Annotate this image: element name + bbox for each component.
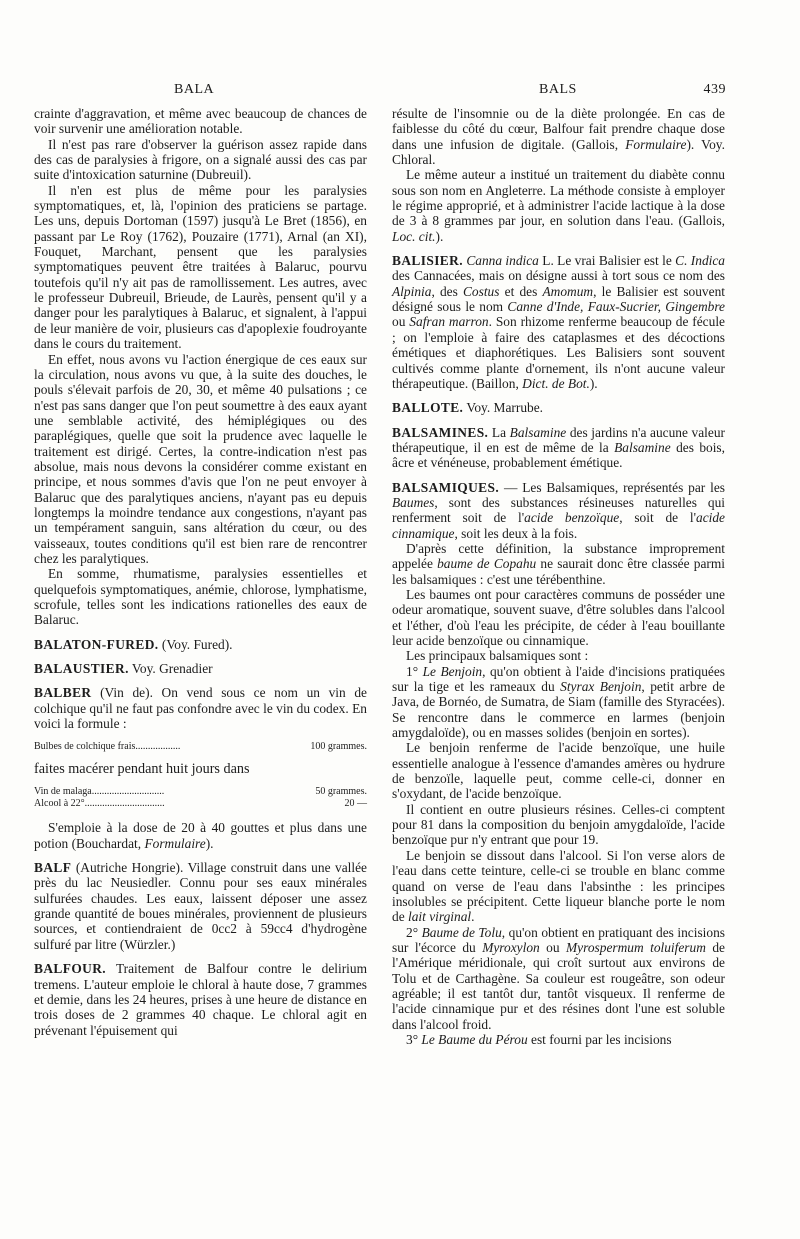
leader-dots: .................. <box>135 741 181 753</box>
paragraph <box>392 167 725 244</box>
latin-name: Styrax Benjoin <box>560 679 642 695</box>
paragraph <box>392 848 725 925</box>
latin-name: Canna indica <box>466 253 539 269</box>
formula-ingredient <box>34 798 165 810</box>
paragraph: Les baumes ont pour caractères communs de posséder une odeur aromatique, souvent suave, d'être solubles dans l'alcool et l'éther, d'où l'eau les précipite, de céder à l'eau bouillante leur acide benzoïque ou cinnamique. <box>392 586 725 648</box>
text-run: ou <box>539 939 567 955</box>
term: baume de Copahu <box>437 556 537 572</box>
text-run: , petit arbre de Java, de Bornéo, de Sumatra, de Siam (famille des Styracées). Se rencontre dans le commerce en larmes (benjoin amygdaloïde), ou en masses solides (benjoin en sortes). <box>392 679 725 741</box>
plant-name: Balsamine <box>614 439 671 455</box>
text-run: , le Balisier est souvent désigné sous le nom <box>392 283 725 315</box>
text-run: Le même auteur a institué un traitement du diabète connu sous son nom en Angleterre. La méthode consiste à employer le régime approprié, et à administrer l'acide lactique à la dose de 3 à 8 grammes par jour, en solution dans l'eau. (Gallois, <box>392 167 725 229</box>
headword: BALLOTE. <box>392 400 464 416</box>
text-run: D'après cette définition, la substance improprement appelée <box>392 540 725 572</box>
text-run: 2° <box>406 924 422 940</box>
formula-ingredient <box>34 741 180 753</box>
text-run: 1° <box>406 663 423 679</box>
header-left-keyword: BALA <box>174 82 215 97</box>
paragraph: Les principaux balsamiques sont : <box>406 648 589 664</box>
formula-quantity: 50 grammes. <box>315 786 367 798</box>
ingredient-name: Vin de malaga <box>34 786 92 798</box>
header-right-keyword: BALS <box>539 82 577 97</box>
entry-ballote <box>392 400 725 415</box>
text-run: ). <box>435 228 444 244</box>
paragraph: Il contient en outre plusieurs résines. Celles-ci comptent pour 81 dans la composition du benjoin amygdaloïde, l'acide benzoïque pur n'y entrant que pour 19. <box>392 801 725 848</box>
term: acide benzoïque <box>524 510 620 526</box>
entry-text: Traitement de Balfour contre le delirium tremens. L'auteur emploie le chloral à haute dose, 7 grammes et demie, dans les 24 heures, prises à une heure de distance en trois doses de 2 grammes 40 chaque. Le chloral agit en prévenant l'épuisement qui <box>34 961 367 1038</box>
text-run: ou <box>392 314 410 330</box>
paragraph <box>392 106 725 167</box>
text-run: 3° <box>406 1031 422 1047</box>
text-run: L. Le vrai Balisier est le <box>538 253 676 269</box>
paragraph: Il n'est pas rare d'observer la guérison assez rapide dans des cas de paralysies à frigore, on a signalé aussi des cas par suite d'intoxication saturnine (Dubreuil). <box>34 136 367 183</box>
citation: Dict. de Bot. <box>522 375 590 391</box>
headword: BALSAMINES. <box>392 424 489 440</box>
paragraph <box>34 820 367 851</box>
citation: Formulaire <box>144 835 206 851</box>
paragraph: Le benjoin renferme de l'acide benzoïque, une huile essentielle analogue à l'essence d'amandes amères ou hydrure de benzoïle, laquelle peut, comme celle-ci, donner en s'oxydant, de l'acide benzoïque. <box>392 740 725 802</box>
text-run: , soit les deux à la fois. <box>454 525 578 541</box>
headword: BALFOUR. <box>34 961 107 977</box>
text-run: . Son rhizome renferme beaucoup de fécule ; on l'emploie à faire des cataplasmes et des décoctions émétiques et diaphorétiques. Les Balisiers sont souvent cultivés comme plante d'ornement, ils n'ont aucune valeur thérapeutique. (Baillon, <box>392 314 725 391</box>
latin-name: Myroxylon <box>482 939 540 955</box>
ingredient-name: Bulbes de colchique frais <box>34 741 136 753</box>
latin-name: C. Indica <box>675 253 725 269</box>
text-run: , qu'on obtient en pratiquant des incisions sur l'écorce du <box>392 924 725 955</box>
term: Baume de Tolu <box>421 924 502 940</box>
formula-line <box>34 741 367 753</box>
paragraph: En effet, nous avons vu l'action énergique de ces eaux sur la circulation, nous avons vu que, à la suite des douches, le pouls s'élevait parfois de 20, 30, et même 40 pulsations ; ce n'est pas sans danger que l'on peut soumettre à des eaux ayant une semblable activité, des hémiplégiques ou des paraplégiques, quelle que soit la prudence avec laquelle le traitement est dirigé. Certes, la contre-indication n'est pas absolue, mais nous devons la considérer comme existant en principe, et nous sommes d'avis que l'on ne peut envoyer à Balaruc que des paralytiques anciens, n'ayant pas eu depuis longtemps la moindre tendance aux congestions, n'ayant pas un tempérament sanguin, sans altération du cœur, ou des vaisseaux, toutes conditions qu'il est bien rare de rencontrer chez les paralytiques. <box>34 351 367 566</box>
text-run: La <box>488 424 510 440</box>
headword: BALATON-FURED. <box>34 636 159 652</box>
entry-text: (Vin de). On vend sous ce nom un vin de colchique qu'il ne faut pas confondre avec le vin du codex. En voici la formule : <box>34 685 367 732</box>
term: lait virginal <box>408 909 472 925</box>
citation: Formulaire <box>625 136 687 152</box>
term: Baumes <box>392 494 435 510</box>
paragraph: faites macérer pendant huit jours dans <box>34 761 250 778</box>
latin-name: Amomum <box>542 283 594 299</box>
entry-balf <box>34 860 367 952</box>
paragraph <box>392 925 725 1032</box>
common-names: Canne d'Inde, Faux-Sucrier, Gingembre <box>507 299 726 315</box>
right-column <box>392 106 725 1047</box>
text-run: ne saurait donc être classée parmi les balsamiques : c'est une térébenthine. <box>392 556 725 587</box>
text-run: Le benjoin se dissout dans l'alcool. Si l'on verse alors de l'eau dans cette teinture, celle-ci se trouble en blanc comme quand on verse de l'eau dans l'absinthe : les principes insolubles se précipitent. Cette liqueur blanche porte le nom de <box>392 847 725 925</box>
entry-text: (Voy. Fured). <box>158 636 233 652</box>
text-run: résulte de l'insomnie ou de la diète prolongée. En cas de faiblesse du côté du cœur, Balfour fait prendre chaque dose dans une infusion de digitale. (Gallois, <box>392 106 725 152</box>
citation: Loc. cit. <box>392 228 436 244</box>
text-run: . <box>471 909 475 925</box>
term: Le Benjoin <box>422 663 483 679</box>
entry-text: Voy. Grenadier <box>128 661 213 677</box>
paragraph <box>392 664 725 741</box>
plant-name: Balsamine <box>509 424 567 440</box>
text-run: ). <box>205 835 214 851</box>
entry-balaton-fured <box>34 637 367 652</box>
text-run: ). <box>589 375 598 391</box>
formula-line <box>34 798 367 810</box>
text-run: est fourni par les incisions <box>527 1031 672 1047</box>
entry-text: (Autriche Hongrie). Village construit dans une vallée près du lac Neusiedler. Connu pour ses eaux minérales sulfurées chaudes. Les eaux, laissent déposer une assez grande quantité de boues minérales, proviennent de plusieurs sources, et contiendraient de 0cc2 à 59cc4 d'hydrogène sulfuré par litre (Würzler.) <box>34 860 367 952</box>
text-run: et des <box>499 283 543 299</box>
paragraph: Il n'en est plus de même pour les paralysies symptomatiques, et, là, l'opinion des praticiens se partage. Les uns, depuis Dortoman (1597) jusqu'à Le Bret (1856), en passant par Le Roy (1762), Pouzaire (1771), Arnal (an XI), Fouquet, Marchant, pensent que les paralysies symptomatiques peuvent être traitées à Balaruc, pourvu toutefois qu'il n'y ait pas de ramollissement. Les autres, avec le professeur Dubreuil, Brieude, de Laurès, pensent qu'il y a danger pour les paralytiques à Balaruc, et signalent, à l'appui de leur manière de voir, plusieurs cas d'apoplexie foudroyante dans le cours du traitement. <box>34 182 367 352</box>
headword: BALF <box>34 860 72 876</box>
text-run: ). Voy. Chloral. <box>392 136 725 168</box>
paragraph <box>392 1032 725 1047</box>
latin-name: Alpinia <box>392 283 432 299</box>
left-column <box>34 106 367 1038</box>
leader-dots: ............................. <box>91 786 165 798</box>
text-run: , qu'on obtient à l'aide d'incisions pratiquées sur la tige et les rameaux du <box>392 663 725 695</box>
text-run: , des <box>431 283 463 299</box>
text-run: , sont des substances résineuses naturelles qui renferment soit de l' <box>392 494 725 526</box>
latin-name: Costus <box>462 283 500 299</box>
running-header <box>34 82 726 106</box>
leader-dots: ................................ <box>84 798 165 810</box>
text-run: , soit de l' <box>619 510 696 526</box>
text-run: S'emploie à la dose de 20 à 40 gouttes et plus dans une potion (Bouchardat, <box>34 820 367 851</box>
entry-balaustier <box>34 661 367 676</box>
text-run: des bois, âcre et vénéneuse, probablement émétique. <box>392 439 725 471</box>
paragraph: crainte d'aggravation, et même avec beaucoup de chances de voir survenir une amélioration notable. <box>34 106 367 137</box>
entry-balisier <box>392 253 725 391</box>
headword: BALAUSTIER. <box>34 661 129 677</box>
entry-balsamiques <box>392 480 725 541</box>
entry-text: Voy. Marrube. <box>463 400 544 416</box>
formula-block <box>34 786 367 810</box>
paragraph: En somme, rhumatisme, paralysies essentielles et quelquefois symptomatiques, anémie, chlorose, lymphatisme, scrofule, telles sont les indications rationelles des eaux de Balaruc. <box>34 566 367 628</box>
paragraph <box>392 541 725 587</box>
common-name: Safran marron <box>409 314 489 330</box>
formula-ingredient <box>34 786 164 798</box>
text-run: de l'Amérique méridionale, qui croît surtout aux environs de Tolu et de Carthagène. Sa couleur est rougeâtre, son odeur agréable; il est tantôt dur, tantôt visqueux. Il renferme de l'acide cinnamique pur et des résines dont l'une est soluble dans l'alcool froid. <box>392 939 725 1032</box>
term: acide cinnamique <box>392 510 725 541</box>
formula-quantity: 20 — <box>344 798 367 810</box>
headword: BALSAMIQUES. <box>392 479 500 495</box>
formula-quantity: 100 grammes. <box>310 741 367 753</box>
page-number: 439 <box>703 82 726 97</box>
term: Le Baume du Pérou <box>421 1031 528 1047</box>
formula-line <box>34 786 367 798</box>
headword: BALBER <box>34 685 92 701</box>
headword: BALISIER. <box>392 253 463 269</box>
entry-balsamines <box>392 425 725 471</box>
text-run: des jardins n'a aucune valeur thérapeutique, il en est de même de la <box>392 424 725 455</box>
text-run: des Cannacées, mais on désigne aussi à tort sous ce nom des <box>392 268 725 284</box>
entry-balfour <box>34 961 367 1038</box>
entry-balber <box>34 685 367 731</box>
text-run: — Les Balsamiques, représentés par les <box>499 479 725 495</box>
ingredient-name: Alcool à 22° <box>34 798 85 810</box>
latin-name: Myrospermum toluiferum <box>566 939 706 955</box>
